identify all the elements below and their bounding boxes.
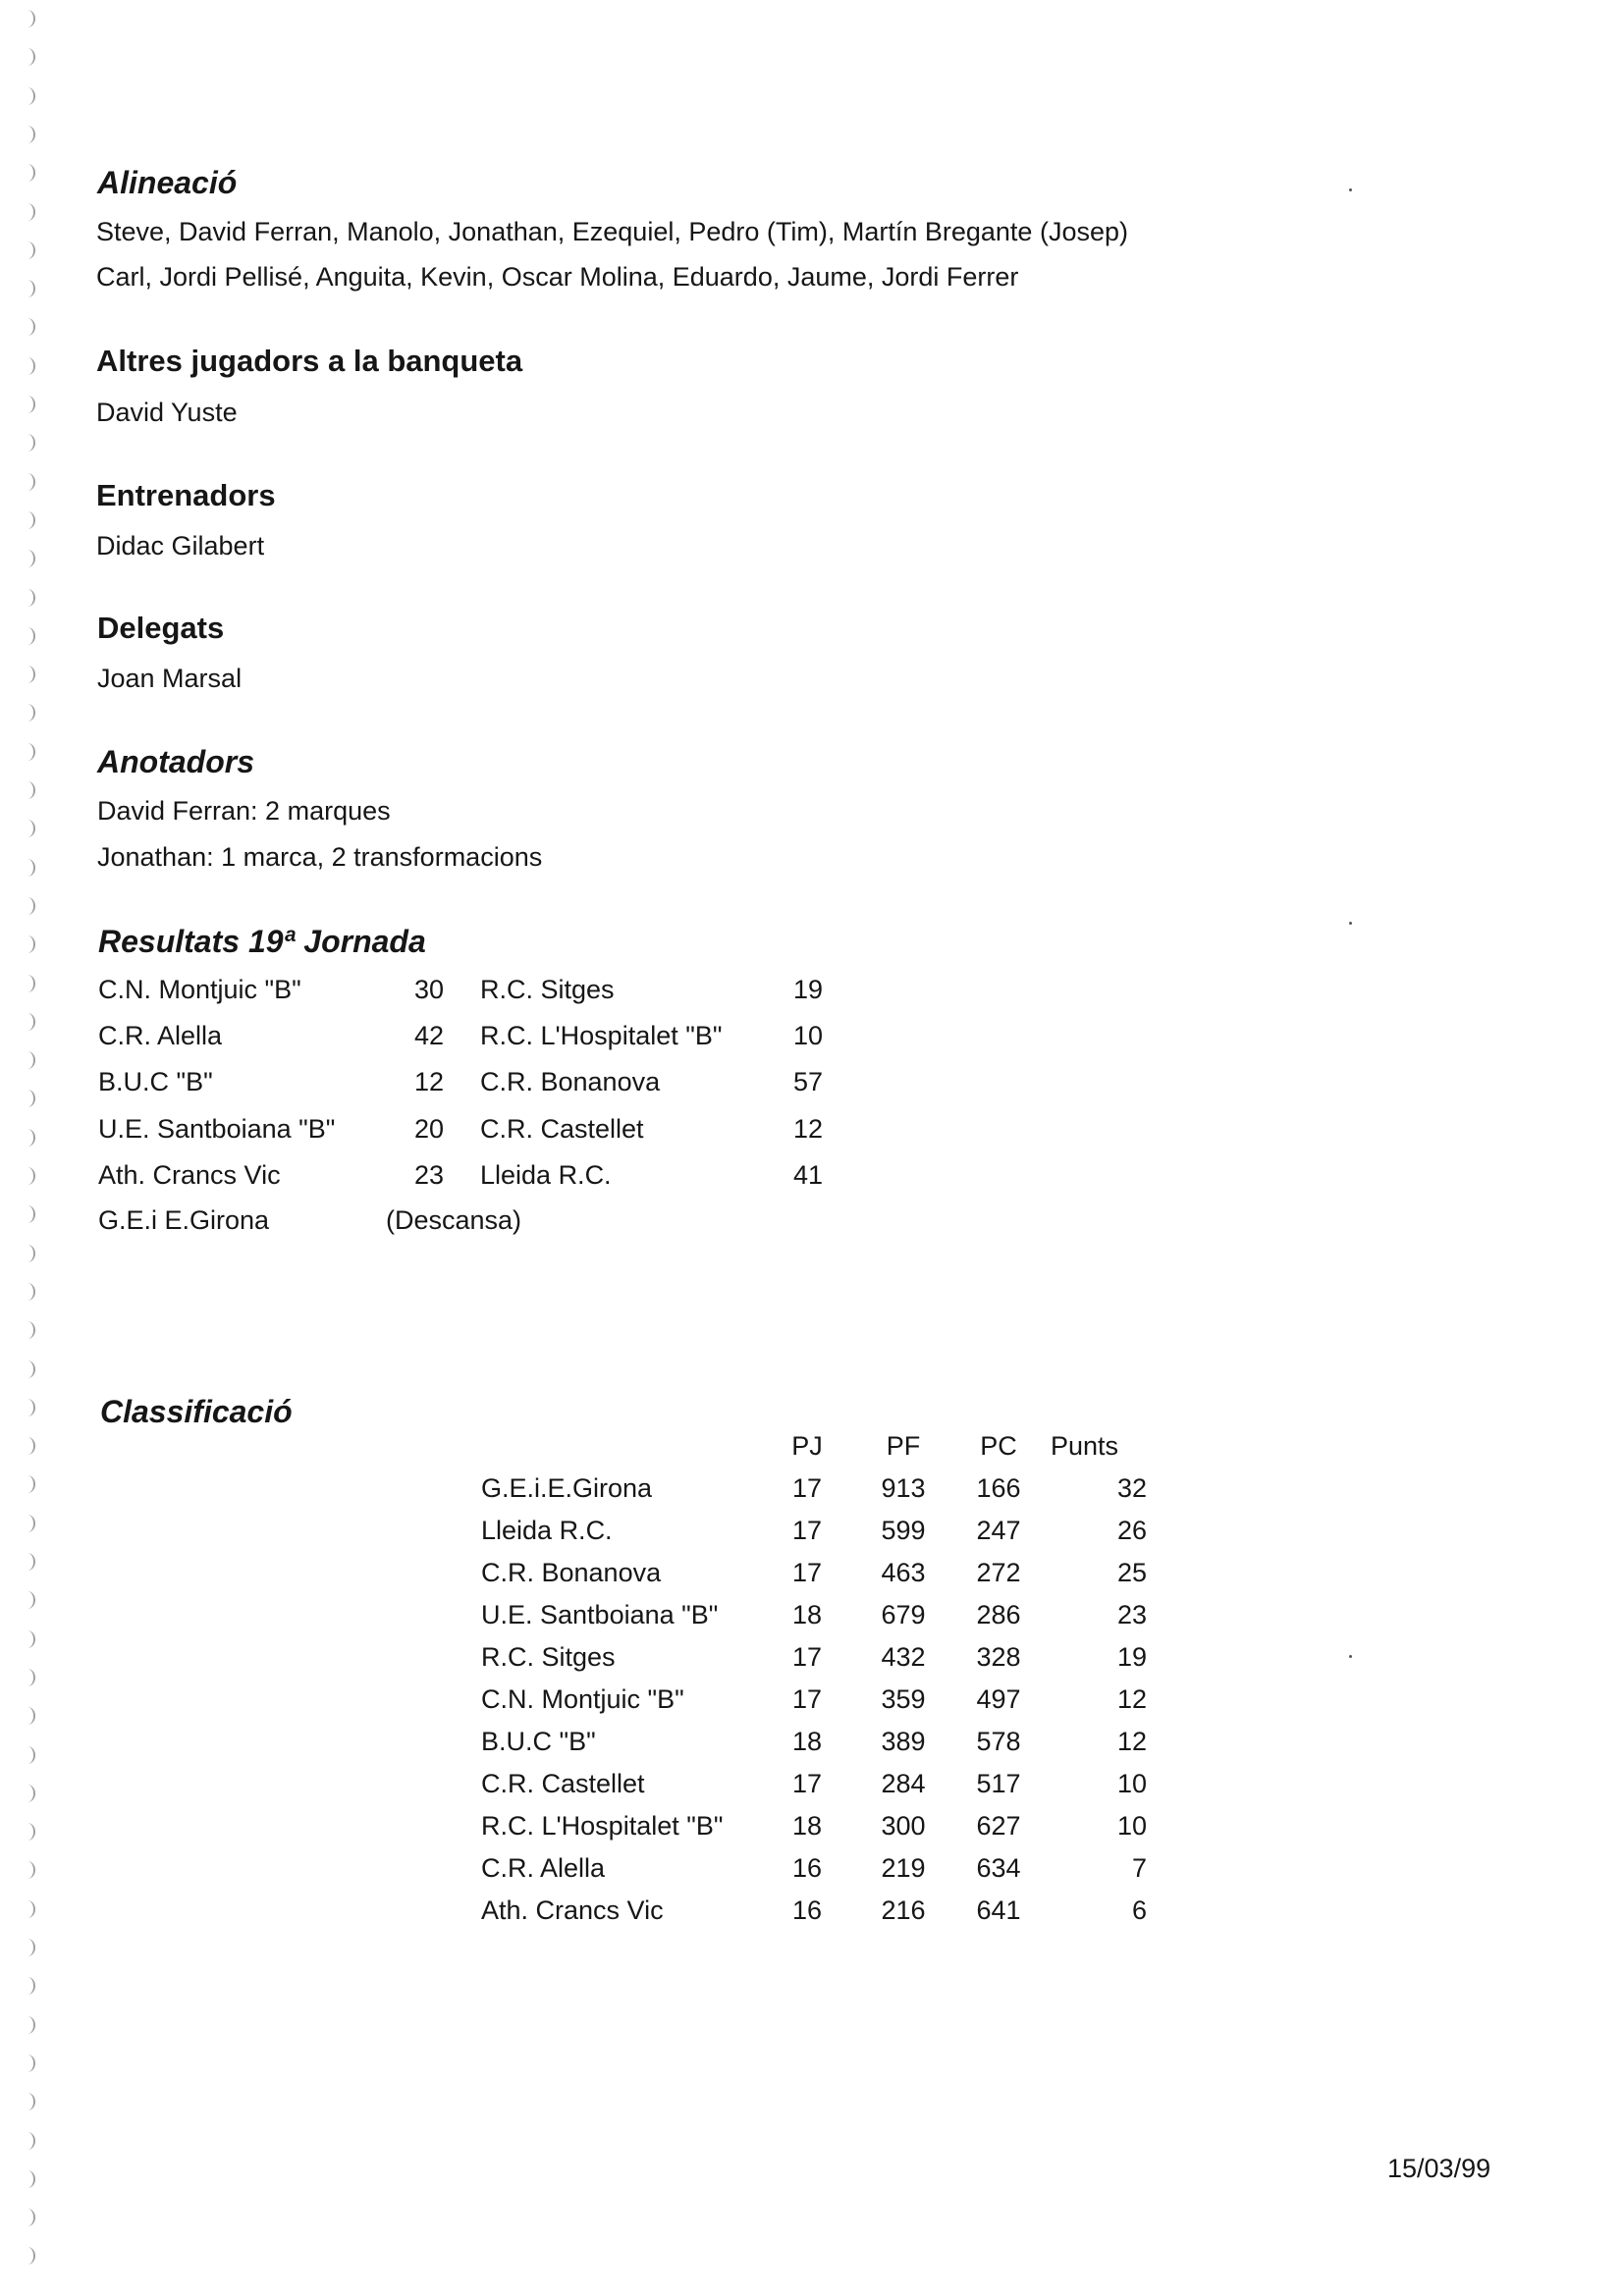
binding-hole	[20, 627, 35, 645]
binding-hole	[20, 2093, 35, 2110]
standings-cell: 359	[881, 1684, 926, 1714]
binding-hole	[20, 589, 35, 607]
binding-hole	[20, 1823, 35, 1841]
standings-cell: 219	[881, 1853, 926, 1883]
standings-team: R.C. Sitges	[481, 1642, 616, 1672]
binding-hole	[20, 1746, 35, 1764]
lineup-line: Steve, David Ferran, Manolo, Jonathan, Ezequiel, Pedro (Tim), Martín Bregante (Josep)	[96, 217, 1128, 246]
standings-team: Lleida R.C.	[481, 1516, 613, 1545]
lineup-heading: Alineació	[97, 165, 238, 200]
footer-date: 15/03/99	[1387, 2154, 1491, 2183]
result-home-team: C.R. Alella	[98, 1021, 223, 1051]
binding-hole	[20, 396, 35, 413]
standings-cell: 216	[881, 1896, 926, 1925]
standings-points: 7	[1131, 1853, 1147, 1883]
standings-points: 12	[1116, 1684, 1147, 1714]
binding-hole	[20, 1630, 35, 1648]
standings-cell: 578	[976, 1727, 1021, 1756]
standings-cell: 634	[976, 1853, 1021, 1883]
standings-cell: 17	[791, 1769, 823, 1798]
binding-hole	[20, 1129, 35, 1147]
result-home-score: 30	[413, 975, 444, 1004]
binding-hole	[20, 1669, 35, 1686]
result-away-team: Lleida R.C.	[480, 1159, 612, 1190]
binding-hole	[20, 1785, 35, 1802]
result-away-score: 10	[792, 1021, 823, 1051]
binding-hole	[20, 357, 35, 375]
standings-cell: 627	[976, 1811, 1021, 1841]
result-home-team: B.U.C "B"	[98, 1067, 213, 1097]
results-heading: Resultats 19ª Jornada	[98, 924, 426, 959]
standings-column-header: PC	[980, 1431, 1017, 1461]
result-away-score: 12	[792, 1113, 823, 1144]
binding-hole	[20, 2170, 35, 2188]
standings-cell: 272	[976, 1558, 1021, 1587]
scan-speck	[1349, 922, 1352, 925]
binding-hole	[20, 473, 35, 491]
binding-hole	[20, 2016, 35, 2034]
binding-hole	[20, 1090, 35, 1107]
standings-cell: 17	[791, 1642, 823, 1672]
binding-hole	[20, 859, 35, 877]
binding-hole	[20, 1977, 35, 1995]
standings-cell: 17	[791, 1516, 823, 1545]
binding-hole	[20, 1553, 35, 1571]
binding-hole	[20, 10, 35, 27]
standings-cell: 247	[976, 1516, 1021, 1545]
coaches-heading: Entrenadors	[96, 478, 276, 512]
binding-hole	[20, 1283, 35, 1301]
binding-hole	[20, 1861, 35, 1879]
result-home-team: U.E. Santboiana "B"	[98, 1113, 336, 1144]
binding-hole	[20, 1321, 35, 1339]
result-home-score: 42	[413, 1021, 444, 1051]
standings-cell: 497	[976, 1684, 1021, 1714]
standings-cell: 16	[791, 1853, 823, 1883]
binding-hole	[20, 975, 35, 992]
binding-hole	[20, 1437, 35, 1455]
binding-hole	[20, 1515, 35, 1532]
standings-cell: 17	[791, 1473, 823, 1503]
rest-team: G.E.i E.Girona	[98, 1205, 270, 1235]
binding-hole	[20, 666, 35, 683]
standings-column-header: PJ	[791, 1431, 823, 1461]
standings-points: 25	[1116, 1558, 1147, 1587]
result-home-score: 23	[413, 1159, 444, 1190]
delegates-text: Joan Marsal	[97, 664, 243, 693]
lineup-line: Carl, Jordi Pellisé, Anguita, Kevin, Oscar Molina, Eduardo, Jaume, Jordi Ferrer	[96, 262, 1019, 292]
standings-points: 12	[1116, 1727, 1147, 1756]
binding-hole	[20, 743, 35, 761]
binding-hole	[20, 897, 35, 915]
binding-hole	[20, 126, 35, 143]
standings-cell: 18	[791, 1600, 823, 1629]
binding-hole	[20, 1399, 35, 1416]
binding-hole	[20, 434, 35, 452]
standings-column-header: Punts	[1051, 1431, 1119, 1461]
standings-team: C.R. Bonanova	[481, 1558, 662, 1587]
standings-points: 32	[1116, 1473, 1147, 1503]
standings-cell: 599	[881, 1516, 926, 1545]
binding-hole	[20, 2247, 35, 2265]
standings-cell: 432	[881, 1642, 926, 1672]
bench-heading: Altres jugadors a la banqueta	[96, 344, 523, 378]
standings-team: B.U.C "B"	[481, 1727, 596, 1756]
delegates-heading: Delegats	[97, 611, 225, 645]
binding-hole	[20, 1707, 35, 1725]
binding-hole	[20, 2055, 35, 2072]
standings-team: C.R. Alella	[481, 1853, 606, 1883]
standings-cell: 463	[881, 1558, 926, 1587]
scorer-line: David Ferran: 2 marques	[97, 796, 391, 826]
standings-column-header: PF	[886, 1431, 921, 1461]
result-away-score: 19	[792, 975, 823, 1004]
result-home-score: 20	[413, 1113, 444, 1144]
result-away-team: C.R. Bonanova	[480, 1067, 661, 1097]
binding-hole	[20, 1361, 35, 1378]
standings-cell: 16	[791, 1896, 823, 1925]
binding-hole	[20, 2209, 35, 2226]
standings-cell: 18	[791, 1727, 823, 1756]
binding-hole	[20, 820, 35, 837]
scorer-line: Jonathan: 1 marca, 2 transformacions	[97, 842, 543, 872]
standings-points: 26	[1116, 1516, 1147, 1545]
standings-team: U.E. Santboiana "B"	[481, 1600, 719, 1629]
rest-note: (Descansa)	[386, 1205, 522, 1235]
binding-hole	[20, 781, 35, 799]
binding-hole	[20, 1205, 35, 1223]
binding-hole	[20, 935, 35, 953]
result-away-team: C.R. Castellet	[480, 1113, 644, 1144]
standings-cell: 679	[881, 1600, 926, 1629]
bench-text: David Yuste	[96, 398, 238, 427]
standings-cell: 18	[791, 1811, 823, 1841]
binding-hole	[20, 203, 35, 221]
standings-points: 23	[1116, 1600, 1147, 1629]
binding-hole	[20, 1939, 35, 1956]
standings-cell: 328	[976, 1642, 1021, 1672]
binding-hole	[20, 1013, 35, 1031]
scan-speck	[1349, 188, 1352, 191]
standings-cell: 17	[791, 1558, 823, 1587]
standings-cell: 389	[881, 1727, 926, 1756]
coaches-text: Didac Gilabert	[96, 531, 265, 561]
standings-cell: 284	[881, 1769, 926, 1798]
result-home-team: C.N. Montjuic "B"	[98, 975, 301, 1004]
binding-hole	[20, 1591, 35, 1609]
result-away-score: 57	[792, 1067, 823, 1097]
standings-cell: 913	[881, 1473, 926, 1503]
standings-team: G.E.i.E.Girona	[481, 1473, 653, 1503]
standings-team: Ath. Crancs Vic	[481, 1896, 664, 1925]
standings-cell: 286	[976, 1600, 1021, 1629]
binding-hole	[20, 1051, 35, 1069]
binding-hole	[20, 48, 35, 66]
binding-holes	[12, 0, 41, 2296]
standings-cell: 166	[976, 1473, 1021, 1503]
binding-hole	[20, 2132, 35, 2150]
standings-team: C.N. Montjuic "B"	[481, 1684, 684, 1714]
scorers-heading: Anotadors	[97, 744, 254, 779]
standings-heading: Classificació	[100, 1394, 293, 1429]
standings-cell: 300	[881, 1811, 926, 1841]
binding-hole	[20, 280, 35, 297]
binding-hole	[20, 318, 35, 336]
result-away-score: 41	[792, 1159, 823, 1190]
binding-hole	[20, 1245, 35, 1262]
binding-hole	[20, 1167, 35, 1185]
standings-points: 6	[1131, 1896, 1147, 1925]
result-home-score: 12	[413, 1067, 444, 1097]
binding-hole	[20, 241, 35, 259]
binding-hole	[20, 164, 35, 182]
standings-team: R.C. L'Hospitalet "B"	[481, 1811, 724, 1841]
standings-points: 10	[1116, 1811, 1147, 1841]
standings-cell: 517	[976, 1769, 1021, 1798]
standings-cell: 641	[976, 1896, 1021, 1925]
binding-hole	[20, 550, 35, 567]
result-home-team: Ath. Crancs Vic	[98, 1159, 281, 1190]
standings-points: 19	[1116, 1642, 1147, 1672]
binding-hole	[20, 704, 35, 721]
standings-team: C.R. Castellet	[481, 1769, 645, 1798]
scan-speck	[1349, 1655, 1352, 1658]
standings-points: 10	[1116, 1769, 1147, 1798]
standings-cell: 17	[791, 1684, 823, 1714]
binding-hole	[20, 511, 35, 529]
result-away-team: R.C. L'Hospitalet "B"	[480, 1021, 723, 1051]
result-away-team: R.C. Sitges	[480, 975, 615, 1004]
binding-hole	[20, 1475, 35, 1493]
binding-hole	[20, 1900, 35, 1918]
binding-hole	[20, 87, 35, 105]
